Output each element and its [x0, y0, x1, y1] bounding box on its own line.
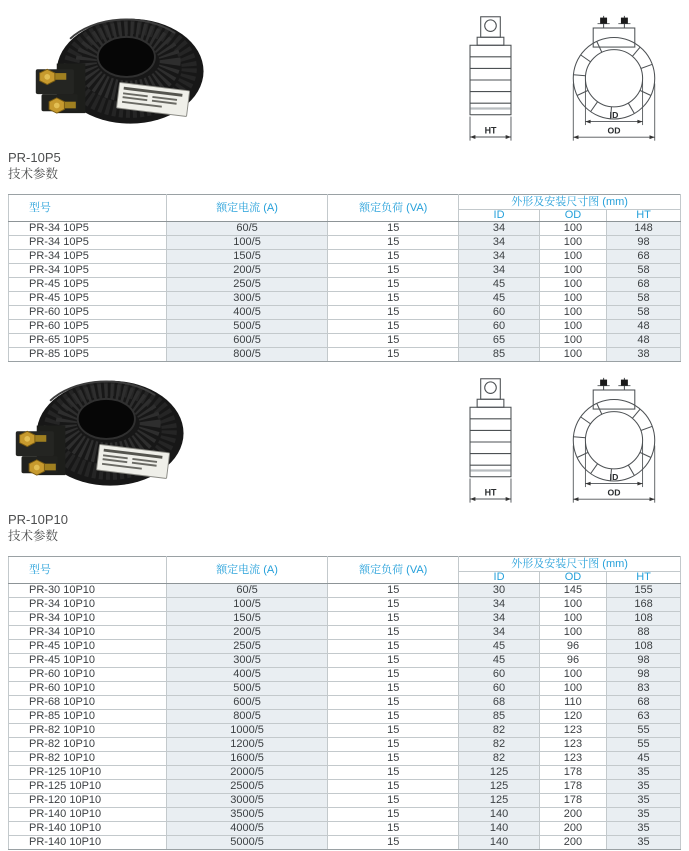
- header-rated-current: 额定电流 (A): [166, 557, 327, 584]
- header-ht: HT: [607, 572, 681, 584]
- cell-current: 1200/5: [166, 738, 327, 752]
- cell-ht: 48: [607, 334, 681, 348]
- cell-burden: 15: [328, 668, 459, 682]
- cell-current: 100/5: [166, 598, 327, 612]
- cell-id: 60: [459, 306, 540, 320]
- cell-current: 60/5: [166, 222, 327, 236]
- cell-current: 300/5: [166, 292, 327, 306]
- parameter-table-pr-10p5: [8, 194, 681, 362]
- cell-current: 400/5: [166, 668, 327, 682]
- header-dimensions: 外形及安装尺寸图 (mm): [459, 195, 681, 210]
- cell-od: 100: [539, 264, 606, 278]
- cell-current: 150/5: [166, 250, 327, 264]
- cell-current: 3500/5: [166, 808, 327, 822]
- product-model-title: PR-10P10: [8, 512, 68, 527]
- cell-burden: 15: [328, 822, 459, 836]
- cell-ht: 58: [607, 264, 681, 278]
- cell-id: 34: [459, 250, 540, 264]
- cell-ht: 98: [607, 654, 681, 668]
- table-row: [9, 710, 681, 724]
- cell-model: PR-140 10P10: [9, 836, 167, 850]
- cell-burden: 15: [328, 584, 459, 598]
- cell-ht: 35: [607, 822, 681, 836]
- cell-model: PR-34 10P10: [9, 612, 167, 626]
- table-row: [9, 584, 681, 598]
- cell-od: 100: [539, 250, 606, 264]
- table-row: [9, 668, 681, 682]
- cell-ht: 35: [607, 808, 681, 822]
- header-model: 型号: [9, 195, 167, 222]
- parameter-table-pr-10p10: [8, 556, 681, 850]
- cell-model: PR-34 10P5: [9, 222, 167, 236]
- cell-burden: 15: [328, 752, 459, 766]
- cell-od: 178: [539, 766, 606, 780]
- cell-burden: 15: [328, 306, 459, 320]
- table-header: [9, 557, 681, 584]
- cell-burden: 15: [328, 334, 459, 348]
- cell-od: 123: [539, 738, 606, 752]
- cell-current: 4000/5: [166, 822, 327, 836]
- cell-model: PR-85 10P5: [9, 348, 167, 362]
- cell-id: 68: [459, 696, 540, 710]
- cell-id: 45: [459, 278, 540, 292]
- cell-burden: 15: [328, 682, 459, 696]
- cell-model: PR-34 10P5: [9, 250, 167, 264]
- cell-current: 5000/5: [166, 836, 327, 850]
- table-row: [9, 682, 681, 696]
- cell-od: 110: [539, 696, 606, 710]
- table-row: [9, 348, 681, 362]
- cell-ht: 98: [607, 236, 681, 250]
- header-ht: HT: [607, 210, 681, 222]
- cell-od: 100: [539, 306, 606, 320]
- cell-od: 100: [539, 236, 606, 250]
- cell-model: PR-60 10P10: [9, 668, 167, 682]
- table-row: [9, 236, 681, 250]
- table-row: [9, 264, 681, 278]
- table-row: [9, 654, 681, 668]
- cell-id: 82: [459, 738, 540, 752]
- table-row: [9, 320, 681, 334]
- cell-model: PR-65 10P5: [9, 334, 167, 348]
- table-row: [9, 724, 681, 738]
- cell-id: 82: [459, 724, 540, 738]
- cell-od: 120: [539, 710, 606, 724]
- cell-id: 30: [459, 584, 540, 598]
- cell-model: PR-34 10P5: [9, 264, 167, 278]
- cell-od: 100: [539, 292, 606, 306]
- cell-model: PR-45 10P10: [9, 640, 167, 654]
- cell-model: PR-125 10P10: [9, 780, 167, 794]
- cell-burden: 15: [328, 710, 459, 724]
- product-photo: [30, 14, 216, 136]
- cell-burden: 15: [328, 222, 459, 236]
- cell-model: PR-140 10P10: [9, 822, 167, 836]
- product-photo: [10, 376, 196, 498]
- cell-model: PR-60 10P5: [9, 306, 167, 320]
- table-row: [9, 612, 681, 626]
- cell-ht: 68: [607, 278, 681, 292]
- table-row: [9, 278, 681, 292]
- cell-od: 100: [539, 612, 606, 626]
- cell-ht: 58: [607, 292, 681, 306]
- cell-current: 60/5: [166, 584, 327, 598]
- cell-current: 1600/5: [166, 752, 327, 766]
- cell-ht: 48: [607, 320, 681, 334]
- cell-current: 1000/5: [166, 724, 327, 738]
- cell-id: 34: [459, 612, 540, 626]
- product-model-title: PR-10P5: [8, 150, 61, 165]
- cell-ht: 55: [607, 724, 681, 738]
- table-row: [9, 696, 681, 710]
- cell-od: 178: [539, 780, 606, 794]
- header-id: ID: [459, 210, 540, 222]
- cell-burden: 15: [328, 250, 459, 264]
- cell-ht: 55: [607, 738, 681, 752]
- cell-current: 250/5: [166, 278, 327, 292]
- cell-model: PR-45 10P5: [9, 292, 167, 306]
- cell-current: 300/5: [166, 654, 327, 668]
- cell-ht: 148: [607, 222, 681, 236]
- cell-ht: 108: [607, 640, 681, 654]
- header-od: OD: [539, 210, 606, 222]
- cell-model: PR-34 10P5: [9, 236, 167, 250]
- cell-ht: 83: [607, 682, 681, 696]
- cell-current: 200/5: [166, 264, 327, 278]
- cell-burden: 15: [328, 598, 459, 612]
- table-row: [9, 808, 681, 822]
- cell-burden: 15: [328, 278, 459, 292]
- cell-model: PR-34 10P10: [9, 598, 167, 612]
- cell-ht: 35: [607, 794, 681, 808]
- cell-id: 60: [459, 320, 540, 334]
- cell-id: 34: [459, 236, 540, 250]
- cell-ht: 68: [607, 696, 681, 710]
- cell-ht: 108: [607, 612, 681, 626]
- front-view-drawing: [549, 376, 679, 508]
- cell-id: 60: [459, 668, 540, 682]
- cell-od: 100: [539, 222, 606, 236]
- cell-id: 34: [459, 598, 540, 612]
- cell-model: PR-60 10P5: [9, 320, 167, 334]
- cell-burden: 15: [328, 236, 459, 250]
- front-view-drawing: [549, 14, 679, 146]
- cell-burden: 15: [328, 808, 459, 822]
- cell-od: 96: [539, 640, 606, 654]
- header-dimensions: 外形及安装尺寸图 (mm): [459, 557, 681, 572]
- cell-model: PR-34 10P10: [9, 626, 167, 640]
- cell-burden: 15: [328, 780, 459, 794]
- cell-ht: 35: [607, 836, 681, 850]
- cell-ht: 45: [607, 752, 681, 766]
- table-row: [9, 752, 681, 766]
- cell-ht: 63: [607, 710, 681, 724]
- cell-od: 200: [539, 822, 606, 836]
- table-row: [9, 780, 681, 794]
- cell-id: 45: [459, 292, 540, 306]
- cell-burden: 15: [328, 738, 459, 752]
- cell-od: 145: [539, 584, 606, 598]
- cell-id: 140: [459, 836, 540, 850]
- cell-id: 34: [459, 626, 540, 640]
- cell-id: 45: [459, 654, 540, 668]
- table-row: [9, 306, 681, 320]
- cell-model: PR-85 10P10: [9, 710, 167, 724]
- cell-current: 600/5: [166, 696, 327, 710]
- cell-burden: 15: [328, 264, 459, 278]
- header-rated-burden: 额定负荷 (VA): [328, 195, 459, 222]
- cell-id: 65: [459, 334, 540, 348]
- cell-burden: 15: [328, 612, 459, 626]
- cell-od: 200: [539, 808, 606, 822]
- table-row: [9, 334, 681, 348]
- cell-model: PR-45 10P5: [9, 278, 167, 292]
- media-row: [8, 376, 681, 508]
- table-row: [9, 836, 681, 850]
- table-row: [9, 738, 681, 752]
- cell-burden: 15: [328, 292, 459, 306]
- cell-burden: 15: [328, 640, 459, 654]
- cell-id: 82: [459, 752, 540, 766]
- cell-ht: 155: [607, 584, 681, 598]
- cell-current: 100/5: [166, 236, 327, 250]
- header-rated-current: 额定电流 (A): [166, 195, 327, 222]
- cell-model: PR-82 10P10: [9, 724, 167, 738]
- cell-od: 100: [539, 598, 606, 612]
- cell-model: PR-120 10P10: [9, 794, 167, 808]
- cell-model: PR-30 10P10: [9, 584, 167, 598]
- cell-current: 500/5: [166, 320, 327, 334]
- cell-current: 2500/5: [166, 780, 327, 794]
- table-row: [9, 626, 681, 640]
- cell-burden: 15: [328, 320, 459, 334]
- cell-model: PR-60 10P10: [9, 682, 167, 696]
- table-row: [9, 598, 681, 612]
- table-row: [9, 794, 681, 808]
- cell-model: PR-45 10P10: [9, 654, 167, 668]
- cell-model: PR-82 10P10: [9, 752, 167, 766]
- cell-od: 123: [539, 752, 606, 766]
- cell-model: PR-125 10P10: [9, 766, 167, 780]
- product-section-label: 技术参数: [8, 167, 59, 181]
- dimension-drawings: [462, 14, 681, 146]
- table-body: [9, 222, 681, 362]
- table-row: [9, 822, 681, 836]
- table-body: [9, 584, 681, 850]
- cell-ht: 88: [607, 626, 681, 640]
- cell-ht: 35: [607, 780, 681, 794]
- cell-od: 100: [539, 348, 606, 362]
- cell-model: PR-82 10P10: [9, 738, 167, 752]
- cell-current: 150/5: [166, 612, 327, 626]
- cell-id: 60: [459, 682, 540, 696]
- cell-ht: 58: [607, 306, 681, 320]
- cell-od: 178: [539, 794, 606, 808]
- product-section-label: 技术参数: [8, 529, 59, 543]
- table-row: [9, 766, 681, 780]
- cell-id: 125: [459, 766, 540, 780]
- cell-od: 100: [539, 278, 606, 292]
- side-view-drawing: [462, 376, 519, 508]
- cell-current: 250/5: [166, 640, 327, 654]
- cell-ht: 35: [607, 766, 681, 780]
- cell-current: 800/5: [166, 710, 327, 724]
- table-header: [9, 195, 681, 222]
- cell-od: 200: [539, 836, 606, 850]
- cell-od: 100: [539, 320, 606, 334]
- cell-id: 85: [459, 710, 540, 724]
- side-view-drawing: [462, 14, 519, 146]
- cell-model: PR-68 10P10: [9, 696, 167, 710]
- cell-burden: 15: [328, 654, 459, 668]
- cell-current: 2000/5: [166, 766, 327, 780]
- cell-ht: 98: [607, 668, 681, 682]
- table-row: [9, 222, 681, 236]
- cell-burden: 15: [328, 696, 459, 710]
- cell-id: 125: [459, 794, 540, 808]
- cell-id: 45: [459, 640, 540, 654]
- cell-id: 85: [459, 348, 540, 362]
- cell-current: 3000/5: [166, 794, 327, 808]
- cell-od: 100: [539, 668, 606, 682]
- header-rated-burden: 额定负荷 (VA): [328, 557, 459, 584]
- cell-ht: 38: [607, 348, 681, 362]
- cell-burden: 15: [328, 836, 459, 850]
- cell-id: 125: [459, 780, 540, 794]
- table-row: [9, 640, 681, 654]
- dimension-drawings: [462, 376, 681, 508]
- product-section-pr-10p5: [0, 14, 689, 362]
- cell-current: 200/5: [166, 626, 327, 640]
- table-row: [9, 250, 681, 264]
- cell-od: 100: [539, 626, 606, 640]
- cell-id: 140: [459, 808, 540, 822]
- cell-current: 800/5: [166, 348, 327, 362]
- cell-od: 100: [539, 334, 606, 348]
- cell-burden: 15: [328, 766, 459, 780]
- cell-burden: 15: [328, 348, 459, 362]
- cell-model: PR-140 10P10: [9, 808, 167, 822]
- table-row: [9, 292, 681, 306]
- cell-od: 96: [539, 654, 606, 668]
- cell-burden: 15: [328, 794, 459, 808]
- header-model: 型号: [9, 557, 167, 584]
- cell-id: 140: [459, 822, 540, 836]
- cell-od: 123: [539, 724, 606, 738]
- cell-ht: 168: [607, 598, 681, 612]
- header-id: ID: [459, 572, 540, 584]
- cell-id: 34: [459, 264, 540, 278]
- cell-current: 500/5: [166, 682, 327, 696]
- cell-id: 34: [459, 222, 540, 236]
- cell-current: 600/5: [166, 334, 327, 348]
- media-row: [8, 14, 681, 146]
- cell-burden: 15: [328, 626, 459, 640]
- header-od: OD: [539, 572, 606, 584]
- product-section-pr-10p10: [0, 376, 689, 850]
- cell-od: 100: [539, 682, 606, 696]
- cell-burden: 15: [328, 724, 459, 738]
- cell-ht: 68: [607, 250, 681, 264]
- cell-current: 400/5: [166, 306, 327, 320]
